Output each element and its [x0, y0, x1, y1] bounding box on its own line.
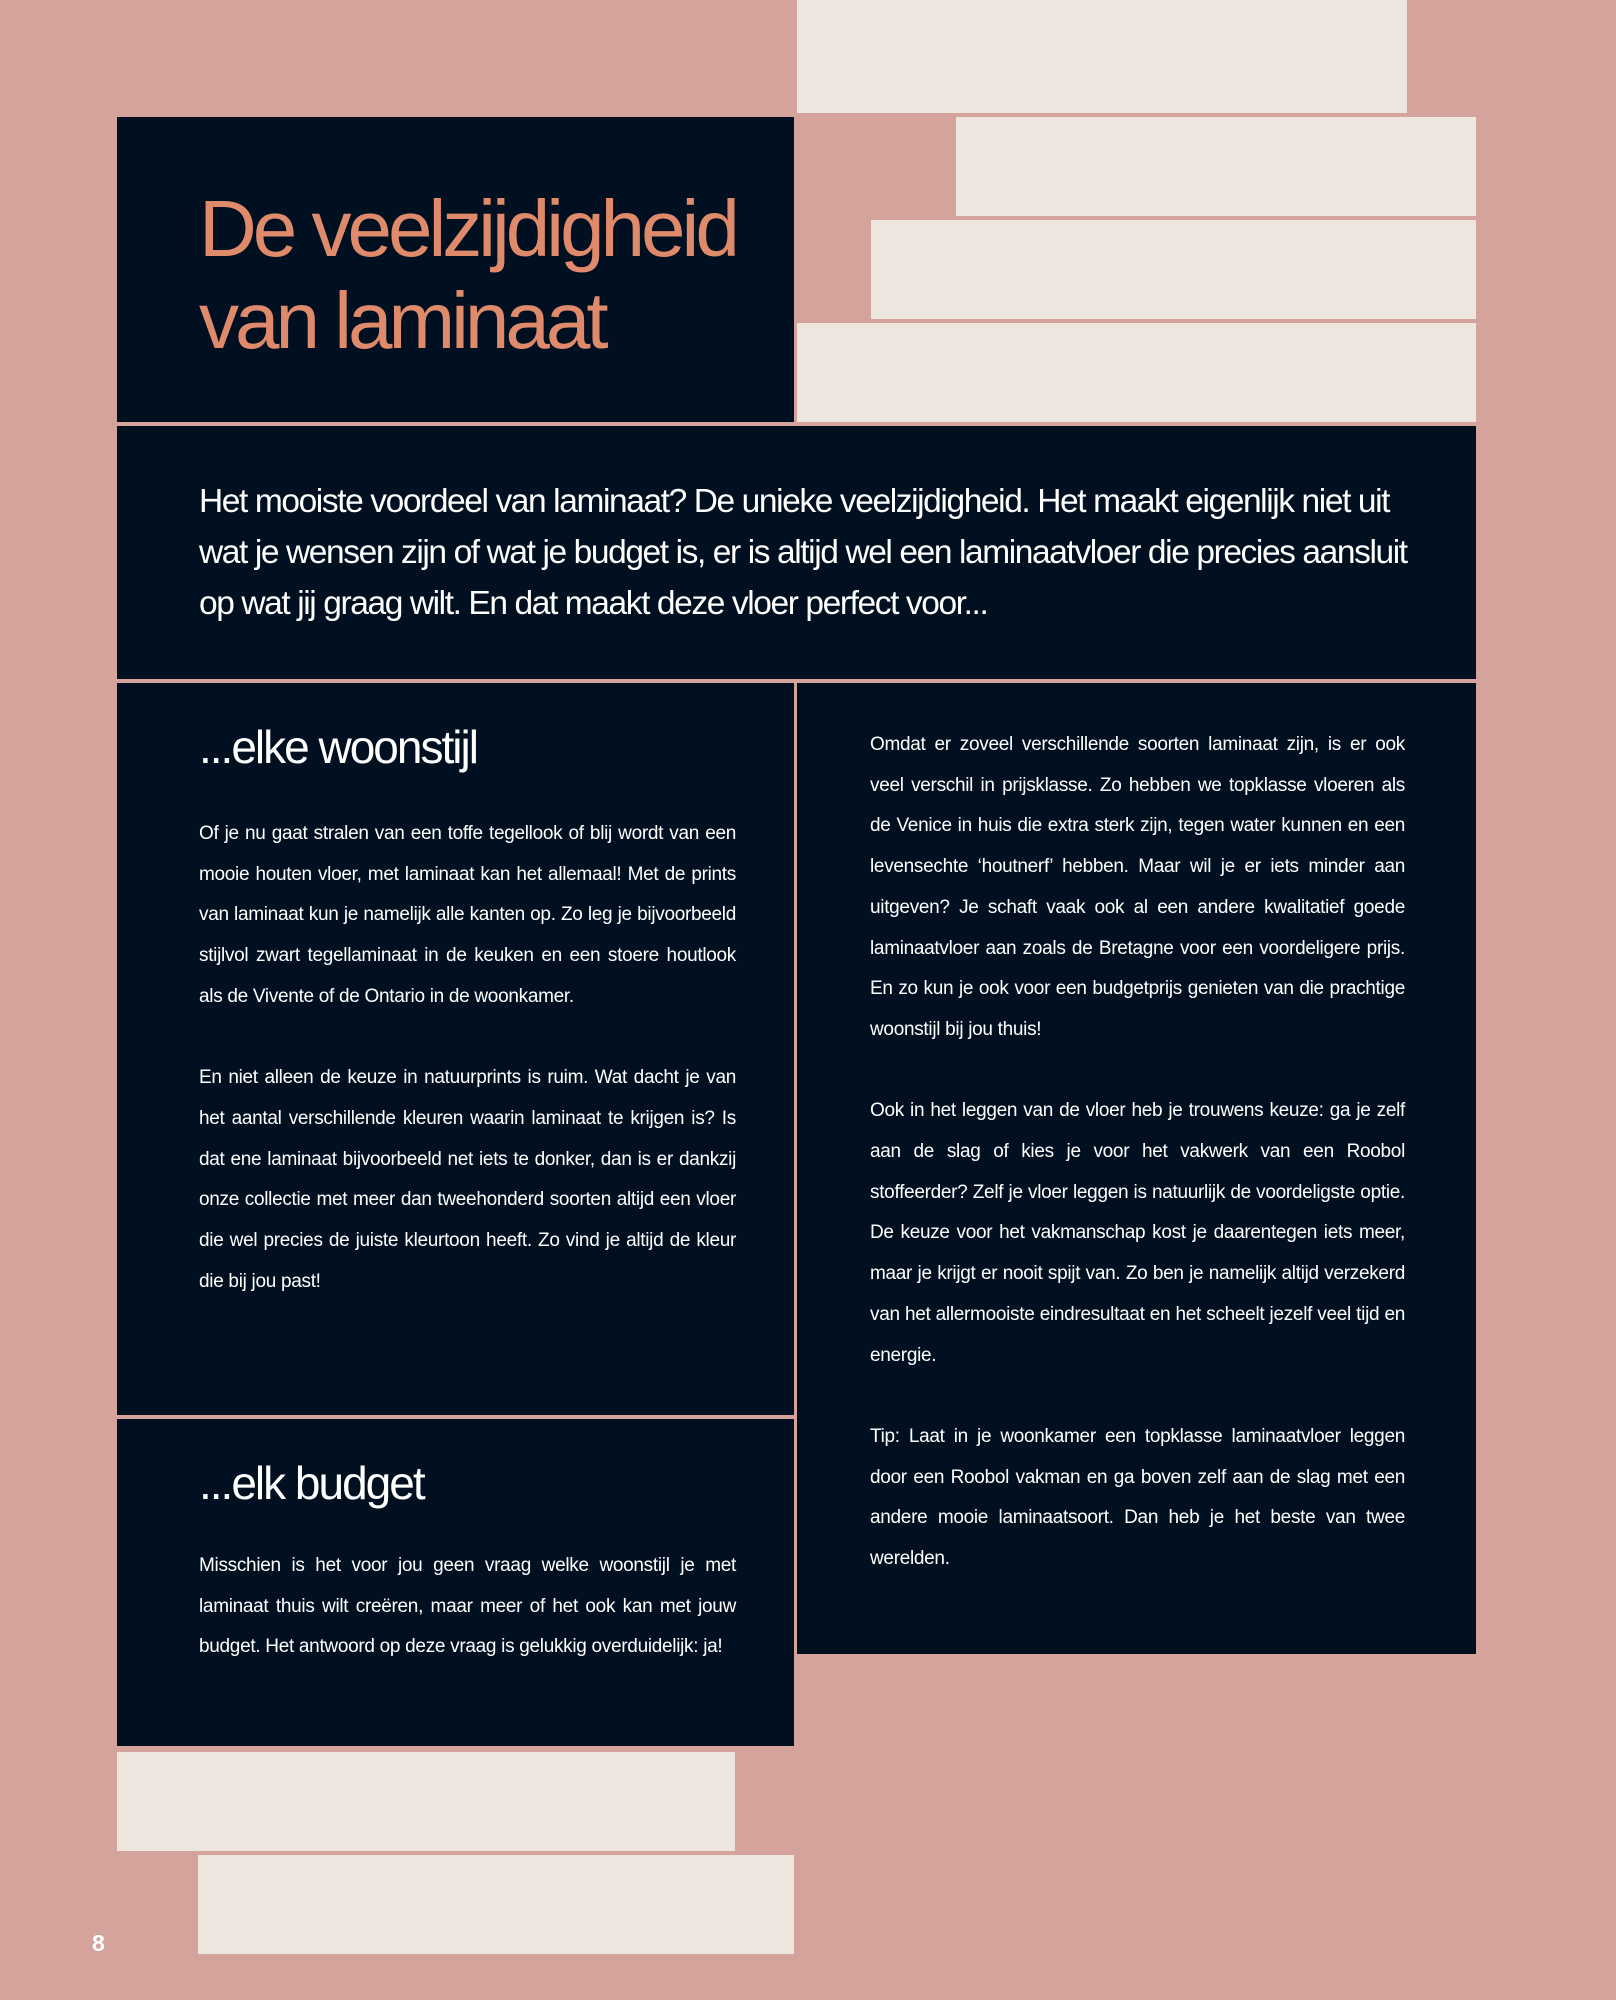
right-paragraph: Ook in het leggen van de vloer heb je trouwens keuze: ga je zelf aan de slag of kies je voor het vakwerk van een Roobol stoffeerder? Zelf je vloer leggen is natuurlijk de voordeligste optie. De keuze voor het vakmanschap kost je daarentegen iets meer, maar je krijgt er nooit spijt van. Zo ben je namelijk altijd verzekerd van het allermooiste eindresultaat en het scheelt jezelf veel tijd en energie.: [870, 1100, 1405, 1366]
page-title: De veelzijdigheid van laminaat: [199, 184, 736, 365]
deco-block-bottom-1: [117, 1752, 735, 1851]
deco-block-bottom-2: [198, 1855, 794, 1954]
budget-block: [117, 1419, 794, 1746]
woonstijl-paragraph: Of je nu gaat stralen van een toffe tegellook of blij wordt van een mooie houten vloer, met laminaat kan het allemaal! Met de prints van laminaat kun je namelijk alle kanten op. Zo leg je bijvoorbeeld stijlvol zwart tegellaminaat in de keuken en een stoere houtlook als de Vivente of de Ontario in de woonkamer.: [199, 823, 736, 1007]
budget-body: [199, 1546, 736, 1668]
woonstijl-body: [199, 814, 736, 1302]
deco-block-top-3: [871, 220, 1476, 319]
intro-text: Het mooiste voordeel van laminaat? De unieke veelzijdigheid. Het maakt eigenlijk niet uit wat je wensen zijn of wat je budget is, er is altijd wel een laminaatvloer die precies aansluit op wat jij graag wilt. En dat maakt deze vloer perfect voor...: [199, 483, 1407, 622]
right-column-block: [797, 683, 1476, 1654]
intro-block: [117, 426, 1476, 679]
title-block: [117, 117, 794, 422]
deco-block-top-4: [797, 323, 1476, 422]
woonstijl-paragraph: En niet alleen de keuze in natuurprints is ruim. Wat dacht je van het aantal verschillende kleuren waarin laminaat te krijgen is? Is dat ene laminaat bijvoorbeeld net iets te donker, dan is er dankzij onze collectie met meer dan tweehonderd soorten altijd een vloer die wel precies de juiste kleurtoon heeft. Zo vind je altijd de kleur die bij jou past!: [199, 1067, 736, 1292]
woonstijl-heading: ...elke woonstijl: [199, 721, 477, 773]
right-column-body: [870, 725, 1405, 1580]
budget-paragraph: Misschien is het voor jou geen vraag welke woonstijl je met laminaat thuis wilt creëren, maar meer of het ook kan met jouw budget. Het antwoord op deze vraag is gelukkig overduidelijk: ja!: [199, 1555, 736, 1658]
deco-block-top-1: [797, 0, 1407, 113]
right-paragraph: Omdat er zoveel verschillende soorten laminaat zijn, is er ook veel verschil in prijsklasse. Zo hebben we topklasse vloeren als de Venice in huis die extra sterk zijn, tegen water kunnen en een levensechte ‘houtnerf’ hebben. Maar wil je er iets minder aan uitgeven? Je schaft vaak ook al een andere kwalitatief goede laminaatvloer aan zoals de Bretagne voor een voordeligere prijs. En zo kun je ook voor een budgetprijs genieten van die prachtige woonstijl bij jou thuis!: [870, 734, 1405, 1040]
woonstijl-block: [117, 683, 794, 1415]
deco-block-top-2: [956, 117, 1476, 216]
page-number: 8: [92, 1930, 105, 1956]
right-paragraph: Tip: Laat in je woonkamer een topklasse laminaatvloer leggen door een Roobol vakman en ga boven zelf aan de slag met een andere mooie laminaatsoort. Dan heb je het beste van twee werelden.: [870, 1425, 1405, 1570]
budget-heading: ...elk budget: [199, 1457, 424, 1509]
